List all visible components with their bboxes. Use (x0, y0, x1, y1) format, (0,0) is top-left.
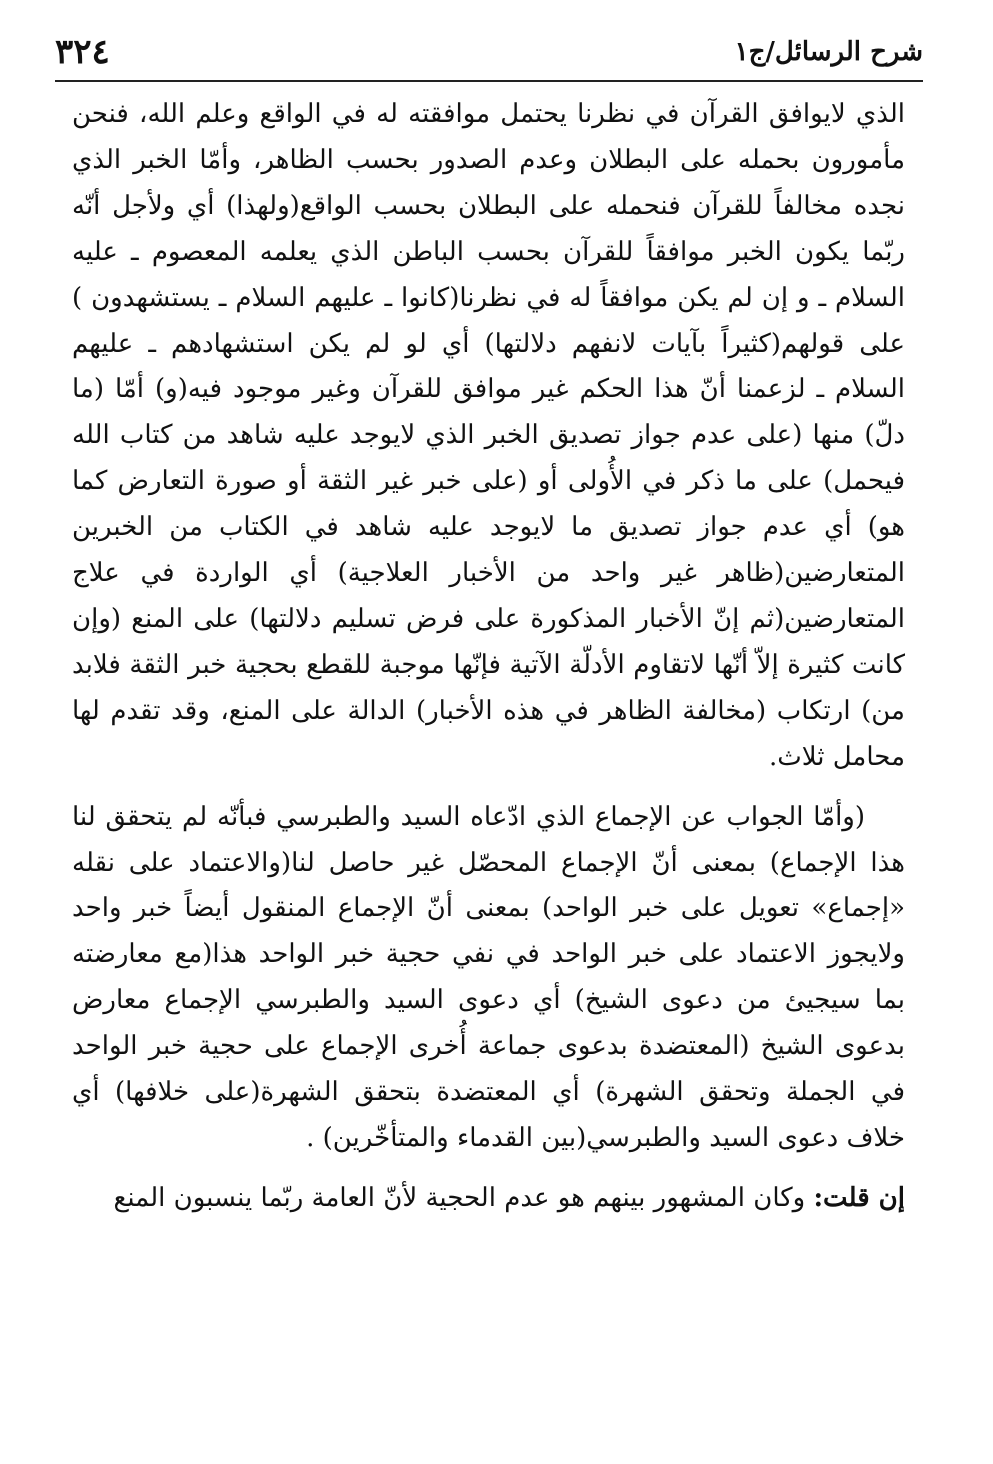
body-text (72, 92, 905, 1222)
paragraph-3-lead: إن قلت: (813, 1182, 905, 1213)
header-rule (55, 80, 923, 82)
page-header (55, 30, 923, 74)
running-title: شرح الرسائل/ج١ (734, 37, 923, 67)
paragraph-1: الذي لايوافق القرآن في نظرنا يحتمل موافقته له في الواقع وعلم الله، فنحن مأمورون بحمله على البطلان وعدم الصدور بحسب الظاهر، وأمّا الخبر الذي نجده مخالفاً للقرآن فنحمله على البطلان بحسب الواقع(ولهذا) أي ولأجل أنّه ربّما يكون الخبر موافقاً للقرآن بحسب الباطن الذي يعلمه المعصوم ـ عليه السلام ـ و إن لم يكن موافقاً له في نظرنا(كانوا ـ عليهم السلام ـ يستشهدون ) على قولهم(كثيراً بآيات لانفهم دلالتها) أي لو لم يكن استشهادهم ـ عليهم السلام ـ لزعمنا أنّ هذا الحكم غير موافق للقرآن وغير موجود فيه(و) أمّا (ما دلّ) منها (على عدم جواز تصديق الخبر الذي لايوجد عليه شاهد من كتاب الله فيحمل) على ما ذكر في الأُولى أو (على خبر غير الثقة أو صورة التعارض كما هو) أي عدم جواز تصديق ما لايوجد عليه شاهد في الكتاب من الخبرين المتعارضين(ظاهر غير واحد من الأخبار العلاجية) أي الواردة في علاج المتعارضين(ثم إنّ الأخبار المذكورة على فرض تسليم دلالتها) على المنع (وإن كانت كثيرة إلاّ أنّها لاتقاوم الأدلّة الآتية فإنّها موجبة للقطع بحجية خبر الثقة فلابد من) ارتكاب (مخالفة الظاهر في هذه الأخبار) الدالة على المنع، وقد تقدم لها محامل ثلاث. (72, 99, 905, 772)
page-number: ٣٢٤ (55, 32, 110, 72)
paragraph-2: (وأمّا الجواب عن الإجماع الذي ادّعاه السيد والطبرسي فبأنّه لم يتحقق لنا هذا الإجماع) بمعنى أنّ الإجماع المحصّل غير حاصل لنا(والاعتماد على نقله «إجماع» تعويل على خبر الواحد) بمعنى أنّ الإجماع المنقول أيضاً خبر واحد ولايجوز الاعتماد على خبر الواحد في نفي حجية خبر الواحد هذا(مع معارضته بما سيجيئ من دعوى الشيخ) أي دعوى السيد والطبرسي الإجماع معارض بدعوى الشيخ (المعتضدة بدعوى جماعة أُخرى الإجماع على حجية خبر الواحد في الجملة وتحقق الشهرة) أي المعتضدة بتحقق الشهرة(على خلافها) أي خلاف دعوى السيد والطبرسي(بين القدماء والمتأخّرين) . (72, 801, 905, 1153)
paragraph-3 (72, 1176, 905, 1222)
paragraph-3-text: وكان المشهور بينهم هو عدم الحجية لأنّ العامة ربّما ينسبون المنع (113, 1182, 814, 1213)
